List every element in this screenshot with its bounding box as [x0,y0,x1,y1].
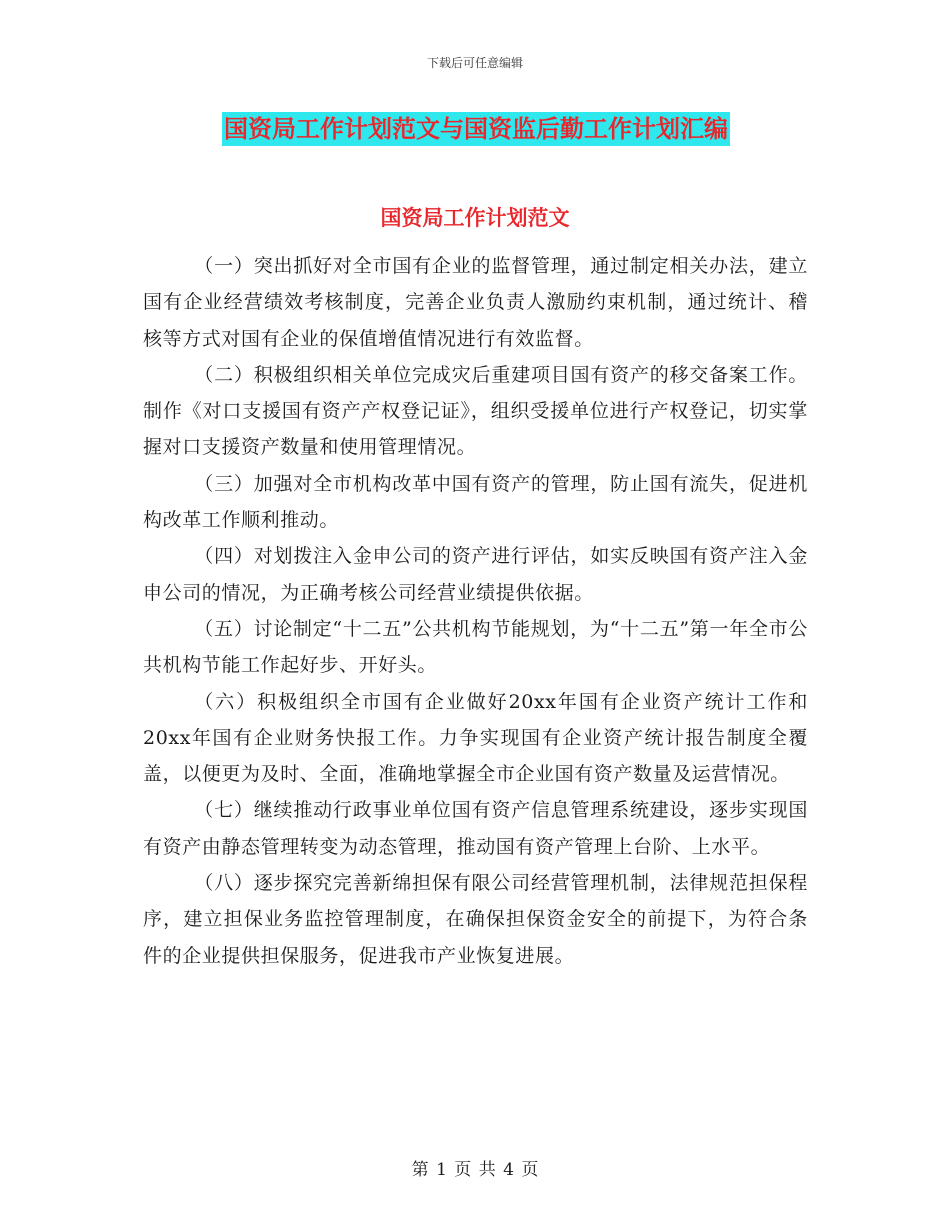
document-title: 国资局工作计划范文与国资监后勤工作计划汇编 [222,112,730,146]
paragraph-5: （五）讨论制定“十二五”公共机构节能规划，为“十二五”第一年全市公共机构节能工作起好步、开好头。 [143,617,808,677]
header-note: 下载后可任意编辑 [426,56,523,70]
page-number-footer: 第 1 页 共 4 页 [411,1160,539,1180]
paragraph-7: （七）继续推动行政事业单位国有资产信息管理系统建设，逐步实现国有资产由静态管理转变为动态管理，推动国有资产管理上台阶、上水平。 [143,799,808,858]
document-body [143,248,808,974]
paragraph-4: （四）对划拨注入金申公司的资产进行评估，如实反映国有资产注入金申公司的情况，为正确考核公司经营业绩提供依据。 [143,545,808,604]
section-title: 国资局工作计划范文 [380,206,570,230]
paragraph-8: （八）逐步探究完善新绵担保有限公司经营管理机制，法律规范担保程序，建立担保业务监控管理制度，在确保担保资金安全的前提下，为符合条件的企业提供担保服务，促进我市产业恢复进展。 [143,872,808,967]
paragraph-1: （一）突出抓好对全市国有企业的监督管理，通过制定相关办法，建立国有企业经营绩效考核制度，完善企业负责人激励约束机制，通过统计、稽核等方式对国有企业的保值增值情况进行有效监督。 [143,255,808,350]
paragraph-3: （三）加强对全市机构改革中国有资产的管理，防止国有流失，促进机构改革工作顺利推动。 [143,472,808,532]
paragraph-2: （二）积极组织相关单位完成灾后重建项目国有资产的移交备案工作。制作《对口支援国有资产产权登记证》，组织受援单位进行产权登记，切实掌握对口支援资产数量和使用管理情况。 [143,363,808,459]
paragraph-6: （六）积极组织全市国有企业做好20xx年国有企业资产统计工作和20xx年国有企业财务快报工作。力争实现国有企业资产统计报告制度全覆盖，以便更为及时、全面，准确地掌握全市企业国有资产数量及运营情况。 [143,690,808,786]
